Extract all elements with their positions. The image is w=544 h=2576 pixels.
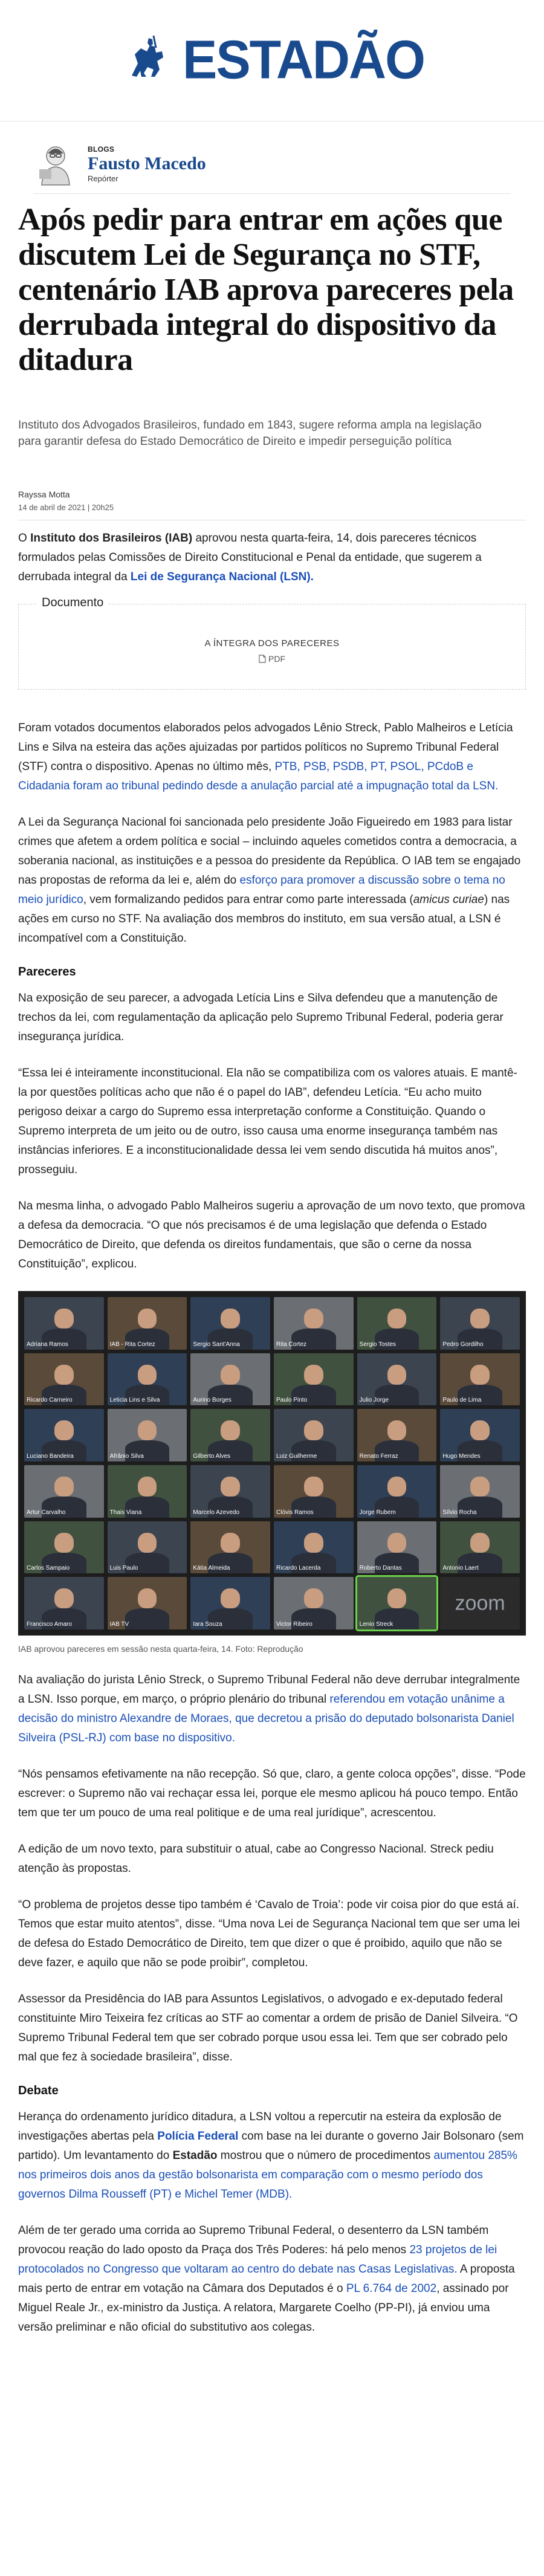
participant-tile xyxy=(108,1353,187,1406)
participant-name: Antonio Laert xyxy=(442,1565,479,1572)
participant-name: Carlos Sampaio xyxy=(27,1565,70,1572)
participant-head xyxy=(304,1533,323,1553)
participant-name: Sergio Tostes xyxy=(359,1341,397,1348)
participant-name: Luciano Bandeira xyxy=(27,1452,74,1460)
paragraph: Assessor da Presidência do IAB para Assuntos Legislativos, o advogado e ex-deputado federal constituinte Miro Teixeira fez críticas ao STF ao comentar a ordem de prisão de Daniel Silveira. “O Supremo Tribunal Federal tem que ser cobrado porque usou essa lei. Tem que ser cobrado pelo mal que fez à sociedade brasileira”, disse. xyxy=(18,1993,518,2063)
participant-name: Roberto Dantas xyxy=(359,1565,402,1572)
paragraph: Na avaliação do jurista Lênio Streck, o Supremo Tribunal Federal não deve derrubar integralmente a LSN. Isso porque, em março, o próprio plenário do tribunal referendou em votação unânime a decisão do ministro Alexandre de Moraes, que decretou a prisão do deputado bolsonarista Daniel Silveira (PSL-RJ) com base no dispositivo. xyxy=(18,1674,520,1744)
participant-name: Ricardo Carneiro xyxy=(27,1397,73,1404)
silveira-arrest-link[interactable]: referendou em votação unânime a decisão do ministro Alexandre de Moraes, que decretou a prisão do deputado bolsonarista Daniel Silveira (PSL-RJ) com base no dispositivo. xyxy=(18,1693,514,1744)
participant-tile xyxy=(440,1353,520,1406)
author-name[interactable]: Rayssa Motta xyxy=(18,490,70,499)
masthead xyxy=(0,0,544,121)
participant-tile xyxy=(108,1465,187,1518)
participant-name: Sergio Sant'Anna xyxy=(193,1341,240,1348)
participant-head xyxy=(54,1365,74,1385)
participant-tile xyxy=(440,1297,520,1350)
participant-head xyxy=(221,1477,240,1497)
participant-head xyxy=(221,1420,240,1440)
blog-name-link[interactable]: Fausto Macedo xyxy=(88,154,206,173)
discussion-link[interactable]: esforço para promover a discussão sobre o tema no meio jurídico xyxy=(18,874,505,906)
paragraph: “O problema de projetos desse tipo também é ‘Cavalo de Troia’: pode vir coisa pior do que está aí. Temos que estar muito atentos”, disse. “Uma nova Lei de Segurança Nacional tem que ser uma lei de defesa do Estado Democrático de Direito, tem que dizer o que é proibido, aquilo que não se deve fazer, e aquilo que não se pode proibir”, completou. xyxy=(18,1898,520,1969)
photo-caption: IAB aprovou pareceres em sessão nesta quarta-feira, 14. Foto: Reprodução xyxy=(18,1644,303,1654)
participant-head xyxy=(387,1533,407,1553)
participant-tile xyxy=(190,1297,270,1350)
blog-author-illustration xyxy=(33,138,78,186)
section-heading: Pareceres xyxy=(18,965,76,979)
participant-tile xyxy=(24,1353,104,1406)
document-embed xyxy=(18,596,526,690)
participant-tile xyxy=(440,1521,520,1574)
participant-tile xyxy=(108,1409,187,1461)
pdf-file-icon xyxy=(259,655,266,663)
zoom-watermark: zoom xyxy=(455,1591,505,1615)
participant-head xyxy=(54,1588,74,1608)
participant-tile xyxy=(357,1297,437,1350)
estadao-logo[interactable] xyxy=(0,30,544,90)
participant-tile xyxy=(24,1521,104,1574)
participant-name: Iara Souza xyxy=(193,1620,222,1628)
participant-name: Pedro Gordilho xyxy=(442,1341,484,1348)
participant-tile xyxy=(24,1409,104,1461)
participant-name: Victor Ribeiro xyxy=(276,1620,312,1628)
participant-tile xyxy=(274,1521,354,1574)
pdf-download-link[interactable]: PDF xyxy=(19,654,525,664)
participant-head xyxy=(54,1420,74,1440)
participant-head xyxy=(138,1588,157,1608)
participant-tile xyxy=(274,1409,354,1461)
participant-head xyxy=(304,1365,323,1385)
participants-grid xyxy=(24,1297,520,1629)
participant-name: Julio Jorge xyxy=(359,1397,389,1404)
participant-head xyxy=(387,1309,407,1328)
paragraph: “Nós pensamos efetivamente na não recepção. Só que, claro, a gente coloca opções”, disse. “Pode escrever: o Supremo não vai rechaçar essa lei, porque ele mesmo aplicou há pouco tempo. Então tem que ter um pouco de uma real politique e de uma real jurídique”, acrescentou. xyxy=(18,1768,526,1819)
document-title-link[interactable]: A ÍNTEGRA DOS PARECERES xyxy=(204,638,340,649)
article-subtitle: Instituto dos Advogados Brasileiros, fundado em 1843, sugere reforma ampla na legislação para garantir defesa do Estado Democrático de Direito e impedir perseguição política xyxy=(18,419,482,448)
logo-wordmark: ESTADÃO xyxy=(182,29,425,91)
participant-tile xyxy=(357,1353,437,1406)
participant-name: Clóvis Ramos xyxy=(276,1509,314,1516)
participant-name: Hugo Mendes xyxy=(442,1452,481,1460)
paragraph: Herança do ordenamento jurídico ditadura, a LSN voltou a repercutir na esteira da explosão de investigações abertas pela Polícia Federal com base na lei durante o governo Jair Bolsonaro (sem partido). Um levantamento do Estadão mostrou que o número de procedimentos aumentou 285% nos primeiros dois anos da gestão bolsonarista em comparação com o mesmo período dos governos Dilma Rousseff (PT) e Michel Temer (MDB). xyxy=(18,2111,524,2201)
participant-name: Ricardo Lacerda xyxy=(276,1565,321,1572)
participant-head xyxy=(221,1365,240,1385)
participant-tile xyxy=(24,1465,104,1518)
participant-head xyxy=(470,1420,490,1440)
paragraph: Na exposição de seu parecer, a advogada Letícia Lins e Silva defendeu que a manutenção de trechos da lei, com regulamentação da aplicação pelo Supremo Tribunal Federal, poderia gerar insegurança jurídica. xyxy=(18,992,504,1043)
survey-link[interactable]: aumentou 285% nos primeiros dois anos da gestão bolsonarista em comparação com o mesmo período dos governos Dilma Rousseff (PT) e Michel Temer (MDB). xyxy=(18,2149,517,2201)
participant-head xyxy=(54,1533,74,1553)
participant-head xyxy=(387,1588,407,1608)
participant-head xyxy=(221,1533,240,1553)
participant-tile xyxy=(190,1409,270,1461)
participant-name: IAB - Rita Cortez xyxy=(109,1341,155,1348)
participant-tile xyxy=(24,1297,104,1350)
participant-head xyxy=(54,1309,74,1328)
participant-tile xyxy=(190,1465,270,1518)
horse-rider-icon xyxy=(120,33,174,88)
article-title: Após pedir para entrar em ações que discutem Lei de Segurança no STF, centenário IAB aprova pareceres pela derrubada integral do dispositivo da ditadura xyxy=(18,202,514,377)
divider xyxy=(33,193,511,194)
participant-head xyxy=(470,1533,490,1553)
participant-tile xyxy=(274,1465,354,1518)
participant-name: Thais Viana xyxy=(109,1509,142,1516)
participant-name: Francisco Amaro xyxy=(27,1620,73,1628)
participant-name: Aurino Borges xyxy=(193,1397,232,1404)
participant-name: Lenio Streck xyxy=(359,1620,393,1628)
participant-tile xyxy=(357,1409,437,1461)
policia-federal-link[interactable]: Polícia Federal xyxy=(157,2130,239,2143)
participant-name: Jorge Rubem xyxy=(359,1509,396,1516)
participant-name: Rita Cortez xyxy=(276,1341,307,1348)
participant-name: IAB TV xyxy=(109,1620,129,1628)
participant-head xyxy=(221,1588,240,1608)
paragraph: “Essa lei é inteiramente inconstitucional. Ela não se compatibiliza com os valores atuais. E mantê-la por questões políticas acho que não é o papel do IAB”, defendeu Letícia. “Eu acho muito perigoso deixar a cargo do Supremo essa interpretação conforme a Constituição. Quando o Supremo interpreta de um jeito ou de outro, isso causa uma enorme insegurança também nas instâncias inferiores. E a inconstitucionalidade dessa lei vem sendo discutida há muitos anos”, prosseguiu. xyxy=(18,1067,517,1176)
participant-tile xyxy=(24,1577,104,1629)
participant-tile xyxy=(357,1577,437,1629)
participant-head xyxy=(387,1420,407,1440)
participant-tile xyxy=(190,1577,270,1629)
participant-name: Afrânio Silva xyxy=(109,1452,144,1460)
participant-body xyxy=(125,1608,170,1629)
participant-head xyxy=(138,1477,157,1497)
participant-head xyxy=(304,1588,323,1608)
participant-head xyxy=(54,1477,74,1497)
participant-name: Sílvio Rocha xyxy=(442,1509,477,1516)
document-label: Documento xyxy=(37,596,108,610)
paragraph: Além de ter gerado uma corrida ao Supremo Tribunal Federal, o desenterro da LSN também provocou reação do lado oposto da Praça dos Três Poderes: há pelo menos 23 projetos de lei protocolados no Congresso que voltaram ao centro do debate nas Casas Legislativas. A proposta mais perto de entrar em votação na Câmara dos Deputados é o PL 6.764 de 2002, assinado por Miguel Reale Jr., ex-ministro da Justiça. A relatora, Margarete Coelho (PP-PI), já enviou uma versão preliminar e não oficial do substitutivo aos colegas. xyxy=(18,2224,515,2334)
participant-name: Paulo de Lima xyxy=(442,1397,482,1404)
paragraph: Na mesma linha, o advogado Pablo Malheiros sugeriu a aprovação de um novo texto, que promova a defesa da democracia. “O que nós precisamos é de uma legislação que defenda o Estado Democrático de Direito, que defenda os direitos fundamentais, que são o cerne da nossa Constituição”, explicou. xyxy=(18,1200,525,1270)
article-body xyxy=(18,529,526,2354)
participant-tile xyxy=(108,1577,187,1629)
pl-6764-link[interactable]: PL 6.764 de 2002 xyxy=(346,2282,437,2295)
participant-name: Renato Ferraz xyxy=(359,1452,398,1460)
participant-name: Paulo Pinto xyxy=(276,1397,308,1404)
participant-head xyxy=(221,1309,240,1328)
video-conference-photo[interactable] xyxy=(18,1291,526,1636)
participant-tile xyxy=(274,1353,354,1406)
participant-name: Adriana Ramos xyxy=(27,1341,68,1348)
participant-head xyxy=(138,1533,157,1553)
participant-head xyxy=(470,1309,490,1328)
participant-tile xyxy=(108,1297,187,1350)
participant-tile xyxy=(440,1409,520,1461)
participant-name: Luiz Guilherme xyxy=(276,1452,317,1460)
participant-tile xyxy=(190,1353,270,1406)
participant-head xyxy=(387,1477,407,1497)
blog-header xyxy=(33,138,511,192)
participant-tile xyxy=(274,1297,354,1350)
paragraph: O Instituto dos Brasileiros (IAB) aprovou nesta quarta-feira, 14, dois pareceres técnicos formulados pelas Comissões de Direito Constitucional e Penal da entidade, que sugerem a derrubada integral da Lei de Segurança Nacional (LSN). xyxy=(18,532,482,583)
participant-tile xyxy=(440,1465,520,1518)
participant-name: Luis Paulo xyxy=(109,1565,138,1572)
participant-name: Kátia Almeida xyxy=(193,1565,230,1572)
paragraph: A Lei da Segurança Nacional foi sancionada pelo presidente João Figueiredo em 1983 para listar crimes que afetem a ordem política e social – incluindo aqueles cometidos contra a democracia, a soberania nacional, as instituições e a pessoa do presidente da República. O IAB tem se engajado nas propostas de reforma da lei e, além do esforço para promover a discussão sobre o tema no meio jurídico, vem formalizando pedidos para entrar como parte interessada (amicus curiae) nas ações em curso no STF. Na avaliação dos membros do instituto, em sua versão atual, a LSN é incompatível com a Constituição. xyxy=(18,816,521,945)
participant-tile xyxy=(108,1521,187,1574)
participant-head xyxy=(304,1420,323,1440)
paragraph: A edição de um novo texto, para substituir o atual, cabe ao Congresso Nacional. Streck pediu atenção às propostas. xyxy=(18,1843,494,1875)
publish-date: 14 de abril de 2021 | 20h25 xyxy=(18,503,114,512)
participant-head xyxy=(304,1477,323,1497)
participant-name: Artur Carvalho xyxy=(27,1509,66,1516)
participant-name: Gilberto Alves xyxy=(193,1452,231,1460)
participant-head xyxy=(470,1365,490,1385)
participant-tile xyxy=(440,1577,520,1629)
blog-kicker: BLOGS xyxy=(88,145,115,154)
participant-name: Leticia Lins e Silva xyxy=(109,1397,160,1404)
participant-tile xyxy=(274,1577,354,1629)
parties-link[interactable]: PTB, PSB, PSDB, PT, PSOL, PCdoB e Cidadania foram ao tribunal pedindo desde a anulação parcial até a impugnação total da LSN. xyxy=(18,760,499,792)
participant-head xyxy=(470,1477,490,1497)
participant-head xyxy=(304,1309,323,1328)
participant-name: Marcelo Azevedo xyxy=(193,1509,240,1516)
participant-tile xyxy=(357,1465,437,1518)
participant-tile xyxy=(357,1521,437,1574)
bills-link[interactable]: 23 projetos de lei protocolados no Congresso que voltaram ao centro do debate nas Casas Legislativas. xyxy=(18,2244,497,2276)
participant-tile xyxy=(190,1521,270,1574)
blog-meta xyxy=(88,145,206,183)
participant-head xyxy=(138,1365,157,1385)
participant-head xyxy=(138,1420,157,1440)
section-heading: Debate xyxy=(18,2084,59,2097)
participant-head xyxy=(138,1309,157,1328)
blog-role: Repórter xyxy=(88,174,118,183)
lsn-link[interactable]: Lei de Segurança Nacional (LSN). xyxy=(130,571,314,583)
paragraph: Foram votados documentos elaborados pelos advogados Lênio Streck, Pablo Malheiros e Letícia Lins e Silva na esteira das ações ajuizadas por partidos políticos no Supremo Tribunal Federal (STF) contra o dispositivo. Apenas no último mês, PTB, PSB, PSDB, PT, PSOL, PCdoB e Cidadania foram ao tribunal pedindo desde a anulação parcial até a impugnação total da LSN. xyxy=(18,722,513,792)
participant-head xyxy=(387,1365,407,1385)
